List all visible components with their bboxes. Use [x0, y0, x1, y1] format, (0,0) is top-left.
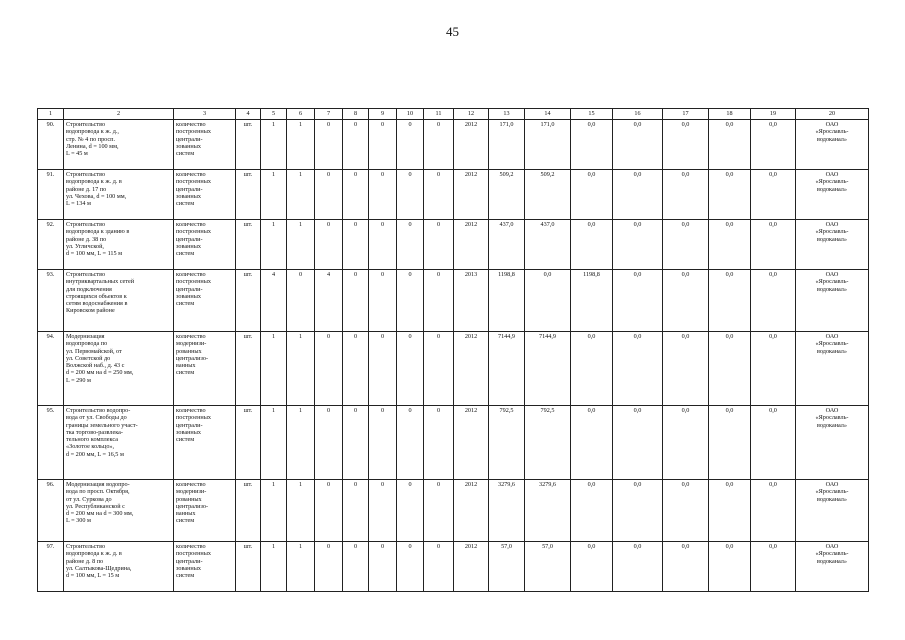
- row-number: 90.: [38, 120, 64, 170]
- row-value-c19: 0,0: [751, 220, 796, 270]
- row-value-c19: 0,0: [751, 332, 796, 406]
- row-description: Строительство водопровода к ж. д. в районе д. 8 по ул. Салтыкова-Щедрина, d = 100 мм, L = 15 м: [64, 542, 174, 592]
- row-organization: ОАО «Ярославль- водоканал»: [796, 270, 869, 332]
- row-value-c14: 57,0: [525, 542, 571, 592]
- column-header-1: 1: [38, 109, 64, 120]
- row-unit: шт.: [236, 332, 261, 406]
- row-indicator: количество модернизи- рованных централизо- ванных систем: [174, 480, 236, 542]
- row-number: 95.: [38, 406, 64, 480]
- row-number: 96.: [38, 480, 64, 542]
- table-row: [38, 406, 869, 480]
- row-value-c17: 0,0: [663, 406, 709, 480]
- row-value-c9: 0: [369, 120, 397, 170]
- row-value-c17: 0,0: [663, 220, 709, 270]
- row-value-c15: 1198,8: [571, 270, 613, 332]
- row-year: 2012: [454, 170, 489, 220]
- table-row: [38, 332, 869, 406]
- row-unit: шт.: [236, 220, 261, 270]
- row-value-c13: 1198,8: [489, 270, 525, 332]
- row-indicator: количество построенных централи- зованных систем: [174, 120, 236, 170]
- row-value-c10: 0: [397, 406, 424, 480]
- row-year: 2012: [454, 120, 489, 170]
- row-value-c9: 0: [369, 170, 397, 220]
- row-value-c16: 0,0: [613, 542, 663, 592]
- table-row: [38, 480, 869, 542]
- row-value-c14: 792,5: [525, 406, 571, 480]
- row-value-c8: 0: [343, 120, 369, 170]
- row-number: 93.: [38, 270, 64, 332]
- row-value-c18: 0,0: [709, 220, 751, 270]
- row-value-c18: 0,0: [709, 120, 751, 170]
- row-value-c9: 0: [369, 220, 397, 270]
- row-value-c18: 0,0: [709, 480, 751, 542]
- row-value-c14: 437,0: [525, 220, 571, 270]
- column-header-7: 7: [315, 109, 343, 120]
- column-header-9: 9: [369, 109, 397, 120]
- row-value-c11: 0: [424, 120, 454, 170]
- row-value-c11: 0: [424, 220, 454, 270]
- row-value-c7: 0: [315, 480, 343, 542]
- row-value-c18: 0,0: [709, 170, 751, 220]
- row-value-c9: 0: [369, 480, 397, 542]
- column-header-3: 3: [174, 109, 236, 120]
- row-organization: ОАО «Ярославль- водоканал»: [796, 406, 869, 480]
- row-value-c13: 509,2: [489, 170, 525, 220]
- table-row: [38, 270, 869, 332]
- row-unit: шт.: [236, 542, 261, 592]
- row-year: 2012: [454, 480, 489, 542]
- row-value-c11: 0: [424, 406, 454, 480]
- row-value-c9: 0: [369, 542, 397, 592]
- row-value-c18: 0,0: [709, 332, 751, 406]
- row-value-c11: 0: [424, 170, 454, 220]
- row-value-c7: 0: [315, 332, 343, 406]
- row-value-c6: 1: [287, 332, 315, 406]
- column-header-12: 12: [454, 109, 489, 120]
- row-value-c19: 0,0: [751, 406, 796, 480]
- row-value-c10: 0: [397, 220, 424, 270]
- column-header-14: 14: [525, 109, 571, 120]
- row-value-c6: 1: [287, 170, 315, 220]
- row-value-c6: 1: [287, 120, 315, 170]
- row-value-c5: 1: [261, 406, 287, 480]
- table-row: [38, 542, 869, 592]
- row-year: 2013: [454, 270, 489, 332]
- row-value-c17: 0,0: [663, 542, 709, 592]
- row-organization: ОАО «Ярославль- водоканал»: [796, 120, 869, 170]
- column-header-11: 11: [424, 109, 454, 120]
- column-header-5: 5: [261, 109, 287, 120]
- column-header-8: 8: [343, 109, 369, 120]
- row-value-c18: 0,0: [709, 542, 751, 592]
- row-value-c5: 1: [261, 332, 287, 406]
- column-header-10: 10: [397, 109, 424, 120]
- row-organization: ОАО «Ярославль- водоканал»: [796, 170, 869, 220]
- row-value-c15: 0,0: [571, 170, 613, 220]
- row-value-c19: 0,0: [751, 270, 796, 332]
- row-value-c11: 0: [424, 270, 454, 332]
- row-value-c13: 57,0: [489, 542, 525, 592]
- row-value-c7: 0: [315, 406, 343, 480]
- row-value-c10: 0: [397, 270, 424, 332]
- row-value-c6: 1: [287, 406, 315, 480]
- row-value-c17: 0,0: [663, 332, 709, 406]
- row-description: Строительство водопровода к ж. д., стр. № 4 по просп. Ленина, d = 100 мм, L = 45 м: [64, 120, 174, 170]
- header-row: [38, 109, 869, 120]
- row-value-c5: 1: [261, 120, 287, 170]
- row-value-c15: 0,0: [571, 406, 613, 480]
- row-value-c19: 0,0: [751, 542, 796, 592]
- row-organization: ОАО «Ярославль- водоканал»: [796, 220, 869, 270]
- row-number: 92.: [38, 220, 64, 270]
- row-value-c13: 7144,9: [489, 332, 525, 406]
- row-unit: шт.: [236, 406, 261, 480]
- row-value-c5: 1: [261, 480, 287, 542]
- row-value-c10: 0: [397, 480, 424, 542]
- row-value-c13: 171,0: [489, 120, 525, 170]
- column-header-2: 2: [64, 109, 174, 120]
- row-year: 2012: [454, 332, 489, 406]
- row-organization: ОАО «Ярославль- водоканал»: [796, 480, 869, 542]
- row-value-c10: 0: [397, 170, 424, 220]
- program-table: [37, 108, 869, 592]
- row-year: 2012: [454, 406, 489, 480]
- row-value-c16: 0,0: [613, 406, 663, 480]
- row-value-c7: 0: [315, 170, 343, 220]
- row-unit: шт.: [236, 270, 261, 332]
- row-number: 91.: [38, 170, 64, 220]
- column-header-18: 18: [709, 109, 751, 120]
- row-description: Модернизация водопро- вода по просп. Октября, от ул. Суркова до ул. Республиканской с d = 200 мм на d = 300 мм, L = 300 м: [64, 480, 174, 542]
- row-value-c11: 0: [424, 480, 454, 542]
- column-header-15: 15: [571, 109, 613, 120]
- row-value-c8: 0: [343, 270, 369, 332]
- row-value-c11: 0: [424, 542, 454, 592]
- column-header-4: 4: [236, 109, 261, 120]
- row-description: Строительство внутриквартальных сетей для подключения строящихся объектов к сетям водоснабжения в Кировском районе: [64, 270, 174, 332]
- row-value-c10: 0: [397, 332, 424, 406]
- row-value-c8: 0: [343, 170, 369, 220]
- row-value-c16: 0,0: [613, 270, 663, 332]
- row-description: Строительство водопро- вода от ул. Свободы до границы земельного участ- тка торгово-развлека- тельного комплекса «Золотое кольцо», d = 200 мм, L = 16,5 м: [64, 406, 174, 480]
- row-value-c19: 0,0: [751, 120, 796, 170]
- row-value-c8: 0: [343, 220, 369, 270]
- row-description: Модернизация водопровода по ул. Первомайской, от ул. Советской до Волжской наб., д. 43 с d = 200 мм на d = 250 мм, L = 290 м: [64, 332, 174, 406]
- row-value-c18: 0,0: [709, 270, 751, 332]
- row-description: Строительство водопровода к ж. д. в районе д. 17 по ул. Чехова, d = 100 мм, L = 134 м: [64, 170, 174, 220]
- row-value-c14: 3279,6: [525, 480, 571, 542]
- column-header-6: 6: [287, 109, 315, 120]
- row-value-c7: 4: [315, 270, 343, 332]
- table-body: [38, 120, 869, 592]
- row-value-c7: 0: [315, 542, 343, 592]
- row-value-c6: 1: [287, 542, 315, 592]
- row-value-c17: 0,0: [663, 120, 709, 170]
- row-value-c9: 0: [369, 270, 397, 332]
- row-value-c7: 0: [315, 120, 343, 170]
- row-value-c17: 0,0: [663, 480, 709, 542]
- row-value-c19: 0,0: [751, 170, 796, 220]
- column-header-13: 13: [489, 109, 525, 120]
- row-value-c5: 1: [261, 170, 287, 220]
- page-number: 45: [446, 24, 459, 39]
- row-value-c16: 0,0: [613, 332, 663, 406]
- row-value-c9: 0: [369, 406, 397, 480]
- row-value-c15: 0,0: [571, 220, 613, 270]
- row-indicator: количество построенных централи- зованных систем: [174, 542, 236, 592]
- row-value-c14: 7144,9: [525, 332, 571, 406]
- row-value-c19: 0,0: [751, 480, 796, 542]
- row-value-c5: 1: [261, 220, 287, 270]
- row-indicator: количество построенных централи- зованных систем: [174, 406, 236, 480]
- row-number: 94.: [38, 332, 64, 406]
- row-value-c14: 171,0: [525, 120, 571, 170]
- row-value-c6: 0: [287, 270, 315, 332]
- row-value-c6: 1: [287, 220, 315, 270]
- row-value-c17: 0,0: [663, 170, 709, 220]
- row-value-c17: 0,0: [663, 270, 709, 332]
- row-organization: ОАО «Ярославль- водоканал»: [796, 542, 869, 592]
- row-value-c13: 792,5: [489, 406, 525, 480]
- row-value-c9: 0: [369, 332, 397, 406]
- row-unit: шт.: [236, 480, 261, 542]
- column-header-19: 19: [751, 109, 796, 120]
- row-organization: ОАО «Ярославль- водоканал»: [796, 332, 869, 406]
- column-header-20: 20: [796, 109, 869, 120]
- row-value-c16: 0,0: [613, 170, 663, 220]
- row-value-c14: 509,2: [525, 170, 571, 220]
- row-unit: шт.: [236, 170, 261, 220]
- row-value-c15: 0,0: [571, 480, 613, 542]
- row-value-c6: 1: [287, 480, 315, 542]
- table-row: [38, 170, 869, 220]
- row-indicator: количество модернизи- рованных централизо- ванных систем: [174, 332, 236, 406]
- row-value-c7: 0: [315, 220, 343, 270]
- row-value-c16: 0,0: [613, 220, 663, 270]
- row-description: Строительство водопровода к зданию в районе д. 38 по ул. Угличской, d = 100 мм, L = 115 м: [64, 220, 174, 270]
- row-value-c10: 0: [397, 120, 424, 170]
- row-value-c14: 0,0: [525, 270, 571, 332]
- row-value-c15: 0,0: [571, 332, 613, 406]
- row-value-c8: 0: [343, 332, 369, 406]
- table-row: [38, 220, 869, 270]
- column-header-16: 16: [613, 109, 663, 120]
- row-indicator: количество построенных централи- зованных систем: [174, 270, 236, 332]
- row-value-c11: 0: [424, 332, 454, 406]
- row-value-c16: 0,0: [613, 120, 663, 170]
- row-unit: шт.: [236, 120, 261, 170]
- row-value-c16: 0,0: [613, 480, 663, 542]
- row-value-c5: 4: [261, 270, 287, 332]
- row-value-c15: 0,0: [571, 542, 613, 592]
- table-row: [38, 120, 869, 170]
- row-value-c10: 0: [397, 542, 424, 592]
- row-value-c8: 0: [343, 480, 369, 542]
- row-value-c5: 1: [261, 542, 287, 592]
- row-value-c18: 0,0: [709, 406, 751, 480]
- row-year: 2012: [454, 220, 489, 270]
- row-value-c13: 3279,6: [489, 480, 525, 542]
- row-value-c8: 0: [343, 406, 369, 480]
- row-value-c15: 0,0: [571, 120, 613, 170]
- row-indicator: количество построенных централи- зованных систем: [174, 170, 236, 220]
- column-header-17: 17: [663, 109, 709, 120]
- row-value-c8: 0: [343, 542, 369, 592]
- row-number: 97.: [38, 542, 64, 592]
- row-value-c13: 437,0: [489, 220, 525, 270]
- row-year: 2012: [454, 542, 489, 592]
- row-indicator: количество построенных централи- зованных систем: [174, 220, 236, 270]
